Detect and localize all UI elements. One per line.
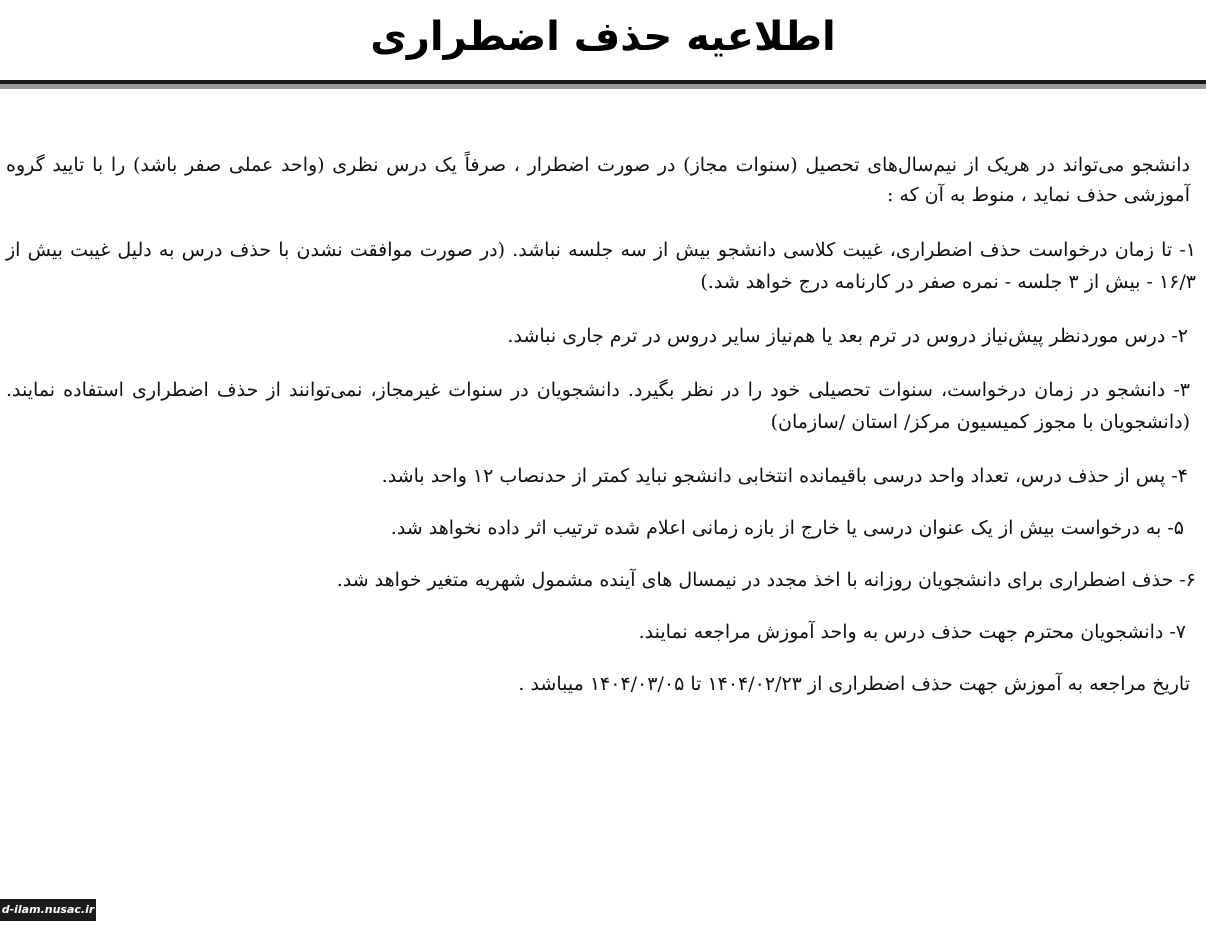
title-divider-shadow (0, 84, 1206, 89)
condition-item-7: ۷- دانشجویان محترم جهت حذف درس به واحد آموزش مراجعه نمایند. (638, 621, 1186, 643)
intro-paragraph: دانشجو می‌تواند در هریک از نیم‌سال‌های تحصیل (سنوات مجاز) در صورت اضطرار ، صرفاً یک درس نظری (واحد عملی صفر باشد) را با تایید گروه آموزشی حذف نماید ، منوط به آن که : (6, 154, 1190, 206)
condition-item-2: ۲- درس موردنظر پیش‌نیاز دروس در ترم بعد یا هم‌نیاز سایر دروس در ترم جاری نباشد. (507, 325, 1188, 347)
condition-item-3: ۳- دانشجو در زمان درخواست، سنوات تحصیلی خود را در نظر بگیرد. دانشجویان در سنوات غیرمجاز، نمی‌توانند از حذف اضطراری استفاده نمایند. (دانشجویان با مجوز کمیسیون مرکز/ استان /سازمان) (6, 379, 1190, 433)
condition-item-1: ۱- تا زمان درخواست حذف اضطراری، غیبت کلاسی دانشجو بیش از سه جلسه نباشد. (در صورت موافقت نشدن با حذف درس به دلیل غیبت بیش از ۱۶/۳ - بیش از ۳ جلسه - نمره صفر در کارنامه درج خواهد شد.) (6, 239, 1196, 293)
source-watermark: d-ilam.nusac.ir (0, 899, 96, 921)
condition-item-4: ۴- پس از حذف درس، تعداد واحد درسی باقیمانده انتخابی دانشجو نباید کمتر از حدنصاب ۱۲ واحد باشد. (381, 465, 1188, 487)
condition-item-6: ۶- حذف اضطراری برای دانشجویان روزانه با اخذ مجدد در نیمسال های آینده مشمول شهریه متغیر خواهد شد. (336, 569, 1196, 591)
condition-item-5: ۵- به درخواست بیش از یک عنوان درسی یا خارج از بازه زمانی اعلام شده ترتیب اثر داده نخواهد شد. (390, 517, 1184, 539)
date-note: تاریخ مراجعه به آموزش جهت حذف اضطراری از ۱۴۰۴/۰۲/۲۳ تا ۱۴۰۴/۰۳/۰۵ میباشد . (518, 673, 1190, 695)
page-title: اطلاعیه حذف اضطراری (370, 14, 836, 60)
announcement-body (6, 150, 1196, 698)
